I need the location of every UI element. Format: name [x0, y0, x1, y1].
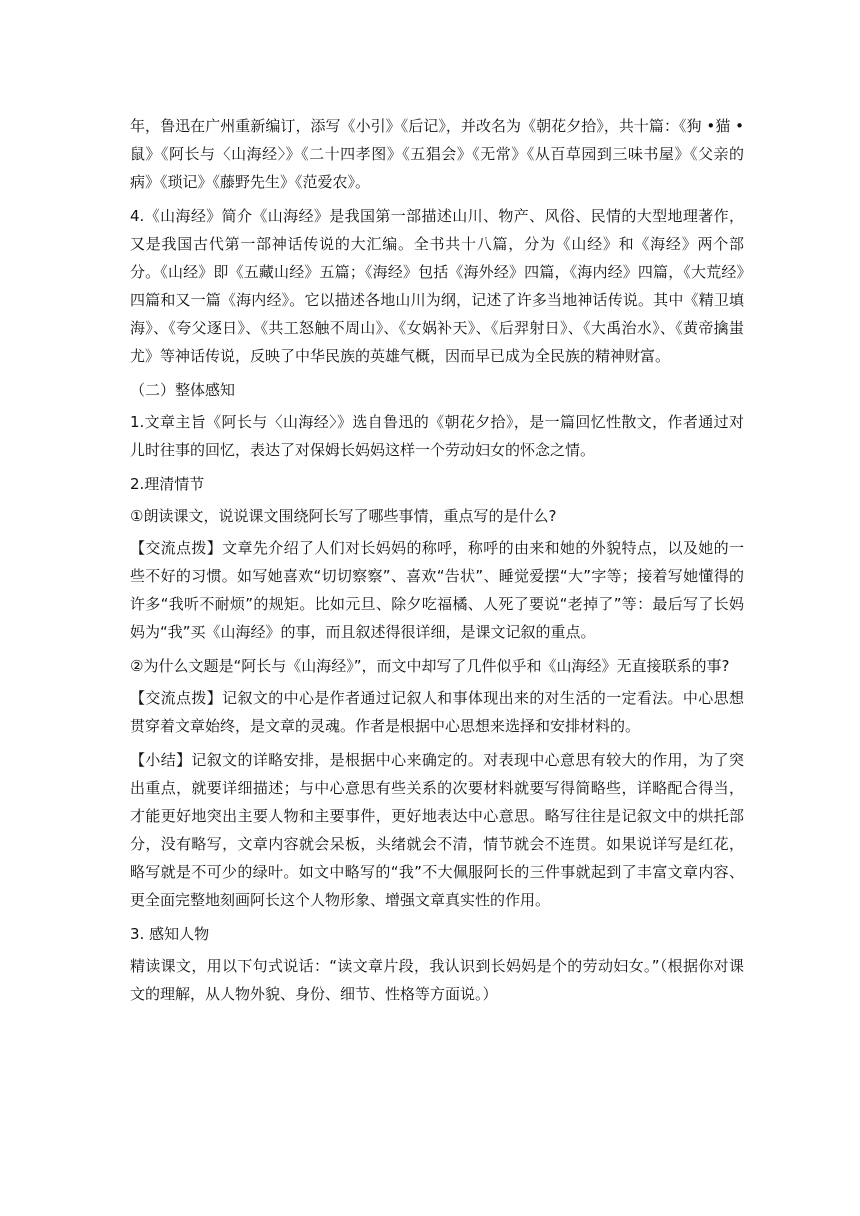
paragraph-shanhaijing-intro: 4.《山海经》简介《山海经》是我国第一部描述山川、物产、风俗、民情的大型地理著作，又是我国古代第一部神话传说的大汇编。全书共十八篇，分为《山经》和《海经》两个部分。《山经》即《五藏山经》五篇；《海经》包括《海外经》四篇，《海内经》四篇，《大荒经》四篇和又一篇《海内经》。它以描述各地山川为纲，记述了许多当地神话传说。其中《精卫填海》、《夸父逐日》、《共工怒触不周山》、《女娲补天》、《后羿射日》、《大禹治水》、《黄帝擒蚩尤》等神话传说，反映了中华民族的英雄气概，因而早已成为全民族的精神财富。: [130, 207, 744, 365]
summary-paragraph: 【小结】记叙文的详略安排，是根据中心来确定的。对表现中心意思有较大的作用，为了突出重点，就要详细描述；与中心意思有些关系的次要材料就要写得简略些，详略配合得当，才能更好地突出主要人物和主要事件，更好地表达中心意思。略写往往是记叙文中的烘托部分，没有略写，文章内容就会呆板，头绪就会不清，情节就会不连贯。如果说详写是红花，略写就是不可少的绿叶。如文中略写的“我”不大佩服阿长的三件事就起到了丰富文章内容、更全面完整地刻画阿长这个人物形象、增强文章真实性的作用。: [130, 751, 744, 909]
subheading-plot: 2.理清情节: [130, 475, 205, 493]
paragraph-article-theme: 1.文章主旨《阿长与〈山海经〉》选自鲁迅的《朝花夕拾》，是一篇回忆性散文，作者通过对儿时往事的回忆，表达了对保姆长妈妈这样一个劳动妇女的怀念之情。: [130, 413, 744, 459]
answer-2: 【交流点拨】记叙文的中心是作者通过记叙人和事体现出来的对生活的一定看法。中心思想贯穿着文章始终，是文章的灵魂。作者是根据中心思想来选择和安排材料的。: [130, 689, 744, 735]
question-1: ①朗读课文，说说课文围绕阿长写了哪些事情，重点写的是什么?: [130, 507, 557, 525]
document-page: [130, 112, 744, 1014]
paragraph-reading-task: 精读课文，用以下句式说话：“读文章片段，我认识到长妈妈是个的劳动妇女。”（根据你对课文的理解，从人物外貌、身份、细节、性格等方面说。）: [130, 957, 744, 1003]
section-heading-overall-perception: （二）整体感知: [130, 381, 236, 399]
paragraph-book-list: 年，鲁迅在广州重新编订，添写《小引》《后记》，并改名为《朝花夕拾》，共十篇：《狗 •猫 •鼠》《阿长与〈山海经〉》《二十四孝图》《五猖会》《无常》《从百草园到三味书屋》《父亲的病》《琐记》《藤野先生》《范爱农》。: [130, 117, 744, 191]
question-2: ②为什么文题是“阿长与《山海经》”，而文中却写了几件似乎和《山海经》无直接联系的事?: [130, 657, 730, 675]
answer-1: 【交流点拨】文章先介绍了人们对长妈妈的称呼，称呼的由来和她的外貌特点，以及她的一些不好的习惯。如写她喜欢“切切察察”、喜欢“告状”、睡觉爱摆“大”字等；接着写她懂得的许多“我听不耐烦”的规矩。比如元旦、除夕吃福橘、人死了要说“老掉了”等：最后写了长妈妈为“我”买《山海经》的事，而且叙述得很详细，是课文记叙的重点。: [130, 539, 744, 641]
subheading-characters: 3. 感知人物: [130, 925, 210, 943]
